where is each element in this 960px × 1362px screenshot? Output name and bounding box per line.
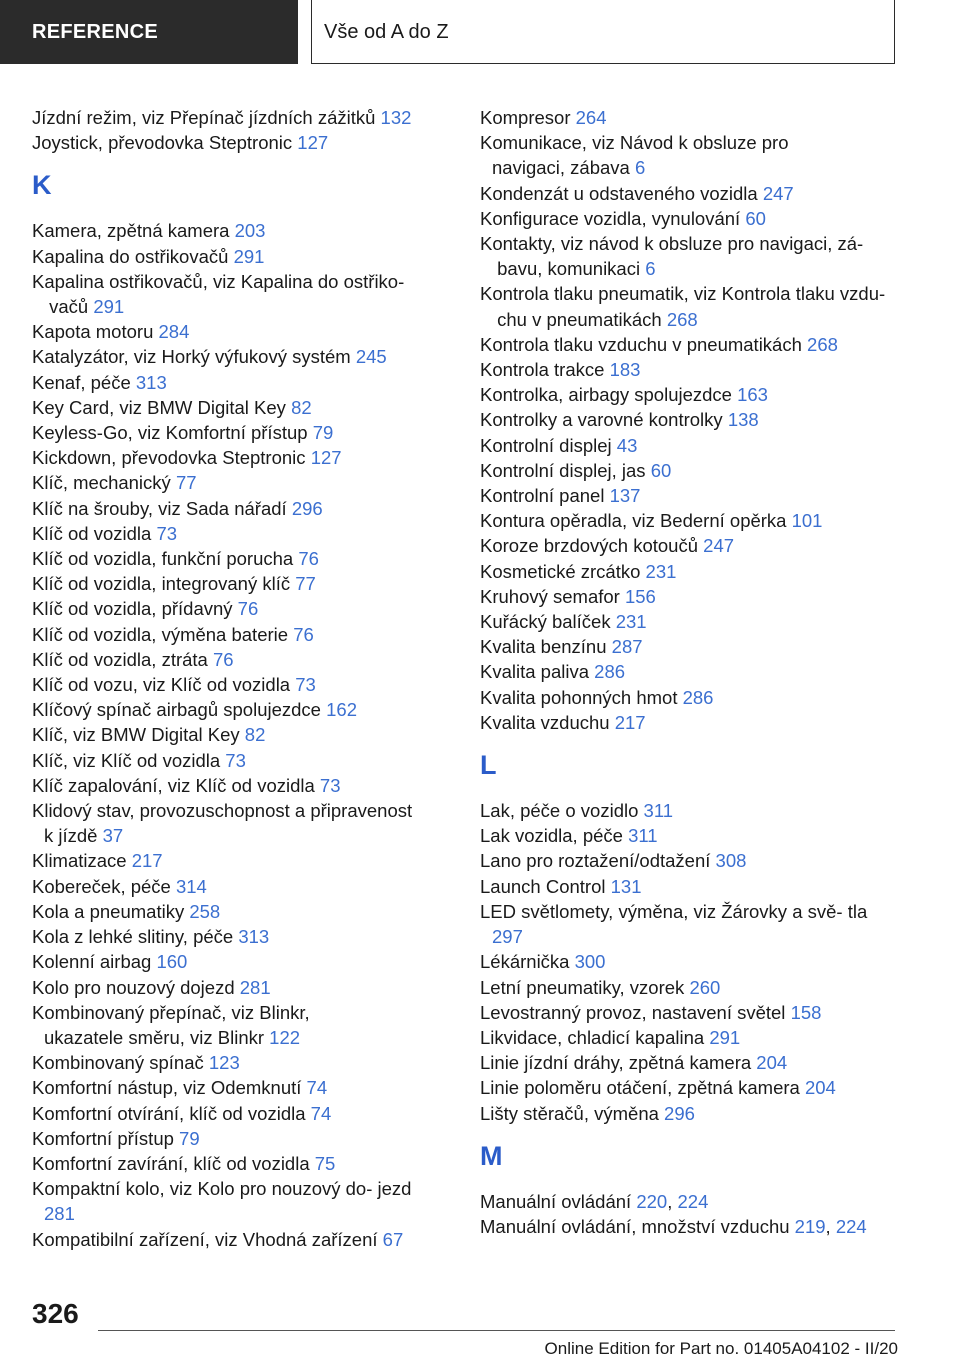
index-entry-term: Klíč, viz Klíč od vozidla	[32, 749, 226, 771]
index-entry-term: Manuální ovládání	[480, 1190, 637, 1212]
index-entry	[32, 521, 444, 546]
page-reference-link[interactable]: 67	[382, 1228, 404, 1250]
index-entry-term: Kontrolky a varovné kontrolky	[480, 409, 728, 431]
index-entry-term: Klíč, mechanický	[32, 472, 176, 494]
page-reference-link[interactable]: 73	[295, 674, 316, 696]
page-reference-link[interactable]: 122	[269, 1026, 301, 1048]
page-reference-link[interactable]: 158	[790, 1001, 822, 1023]
page-reference-link[interactable]: 43	[616, 434, 638, 456]
page-reference-link[interactable]: 162	[326, 699, 357, 721]
page-reference-link[interactable]: 204	[756, 1052, 788, 1074]
page-reference-link[interactable]: 296	[291, 497, 323, 519]
index-entry-term: Kvalita paliva	[480, 661, 595, 683]
page-reference-link[interactable]: 76	[293, 623, 314, 645]
page-reference-link[interactable]: 260	[689, 976, 721, 998]
page-number: 326	[32, 1298, 79, 1329]
index-entry-term: Klíč od vozu, viz Klíč od vozidla	[32, 674, 296, 696]
index-entry-term: Kolo pro nouzový dojezd	[32, 976, 240, 998]
index-entry-term: Kombinovaný přepínač, viz Blinkr, ukazatele směru, viz Blinkr	[32, 1001, 310, 1048]
index-entry	[480, 823, 900, 848]
page-reference-link[interactable]: 74	[306, 1077, 328, 1099]
index-entry-term: Kombinovaný spínač	[32, 1052, 209, 1074]
index-entry	[480, 458, 900, 483]
page-reference-link[interactable]: 284	[158, 321, 190, 343]
page-reference-link[interactable]: 219	[794, 1215, 826, 1237]
index-entry	[32, 395, 444, 420]
index-entry-term: Kickdown, převodovka Steptronic	[32, 447, 311, 469]
index-entry-term: Kontura opěradla, viz Bederní opěrka	[480, 510, 792, 532]
page-reference-link[interactable]: 300	[574, 951, 606, 973]
index-entry	[32, 1227, 444, 1252]
index-entry-term: Klíč od vozidla, funkční porucha	[32, 548, 299, 570]
page-reference-link[interactable]: 163	[737, 384, 768, 406]
index-entry	[32, 924, 444, 949]
index-entry-term: Kontrolka, airbagy spolujezdce	[480, 384, 738, 406]
index-entry-term: Likvidace, chladicí kapalina	[480, 1026, 710, 1048]
index-letter-heading: K	[32, 170, 52, 201]
index-entry	[480, 281, 900, 331]
index-entry-term: Klíč zapalování, viz Klíč od vozidla	[32, 774, 320, 796]
page-reference-link[interactable]: 127	[310, 447, 342, 469]
page-reference-link[interactable]: 231	[645, 560, 677, 582]
index-entry	[480, 848, 900, 873]
page-reference-link[interactable]: 313	[238, 926, 270, 948]
index-entry	[32, 899, 444, 924]
index-entry	[32, 748, 444, 773]
page-reference-link[interactable]: 82	[244, 724, 266, 746]
page-reference-link[interactable]: 76	[298, 548, 319, 570]
index-entry	[32, 622, 444, 647]
index-entry	[480, 975, 900, 1000]
page-reference-link[interactable]: 291	[233, 245, 265, 267]
page-reference-link[interactable]: 287	[611, 636, 643, 658]
page-reference-link[interactable]: 268	[807, 333, 838, 355]
footer-divider	[98, 1330, 895, 1331]
index-column-left	[32, 105, 444, 1252]
page-reference-link[interactable]: 204	[804, 1077, 836, 1099]
index-entry-term: Kapalina do ostřikovačů	[32, 245, 234, 267]
index-entry	[32, 647, 444, 672]
index-entry-term: Kola a pneumatiky	[32, 900, 190, 922]
index-entry	[32, 105, 444, 130]
index-entry-term: Jízdní režim, viz Přepínač jízdních zážitků	[32, 107, 381, 128]
index-entry	[32, 596, 444, 621]
index-entry	[32, 1075, 444, 1100]
page-reference-link[interactable]: 268	[666, 308, 698, 330]
index-entry	[32, 344, 444, 369]
index-entry-term: LED světlomety, výměna, viz Žárovky a svě- tla	[480, 900, 868, 922]
page-reference-link[interactable]: 203	[234, 220, 266, 242]
index-entry	[480, 609, 900, 634]
index-entry-term: Levostranný provoz, nastavení světel	[480, 1001, 791, 1023]
index-entry-term: Klíč od vozidla, ztráta	[32, 648, 213, 670]
page-reference-link[interactable]: 313	[135, 371, 167, 393]
index-entry	[32, 722, 444, 747]
index-entry	[32, 874, 444, 899]
page-reference-link[interactable]: 258	[189, 900, 221, 922]
index-entry	[480, 105, 900, 130]
index-entry-term: Kontrolní displej, jas	[480, 459, 651, 481]
index-entry	[32, 1101, 444, 1126]
index-entry-term: Klíč, viz BMW Digital Key	[32, 724, 245, 746]
page-reference-link[interactable]: 224	[835, 1215, 867, 1237]
index-entry: Manuální ovládání 220, 224	[480, 1190, 709, 1212]
page-reference-link[interactable]: 123	[208, 1052, 240, 1074]
index-entry-term: Komunikace, viz Návod k obsluze pro navigaci, zábava	[480, 132, 789, 179]
page-reference-link[interactable]: 156	[624, 585, 656, 607]
index-entry-term: Letní pneumatiky, vzorek	[480, 976, 690, 998]
index-entry	[32, 798, 444, 848]
index-entry	[480, 798, 900, 823]
page-reference-link[interactable]: 60	[745, 207, 766, 229]
index-entry-term: Lékárnička	[480, 951, 575, 973]
index-entry	[32, 496, 444, 521]
index-entry-term: Konfigurace vozidla, vynulování	[480, 207, 746, 229]
page-header	[0, 0, 960, 66]
page-reference-link[interactable]: 74	[310, 1102, 332, 1124]
index-entry-term: Kontrolní panel	[480, 485, 610, 507]
page-reference-link[interactable]: 231	[615, 611, 647, 633]
index-entry	[32, 697, 444, 722]
page-reference-link[interactable]: 291	[93, 296, 125, 318]
index-entry-term: Klíč od vozidla	[32, 522, 157, 544]
index-entry	[32, 244, 444, 269]
index-entry-term: Komfortní zavírání, klíč od vozidla	[32, 1152, 315, 1174]
index-entry	[32, 218, 444, 243]
index-entry	[32, 1050, 444, 1075]
index-entry	[32, 1000, 444, 1050]
index-entry-term: Joystick, převodovka Steptronic	[32, 132, 298, 154]
index-column-right	[480, 105, 900, 1239]
index-entry-term: Klimatizace	[32, 850, 132, 872]
index-entry-term: Klidový stav, provozuschopnost a připravenost k jízdě	[32, 800, 413, 847]
index-entry	[480, 231, 900, 281]
index-entry-term: Kontrola tlaku pneumatik, viz Kontrola tlaku vzdu- chu v pneumatikách	[480, 283, 886, 330]
page-reference-link[interactable]: 183	[609, 359, 641, 381]
page-reference-link[interactable]: 297	[492, 926, 523, 948]
index-entry	[480, 357, 900, 382]
index-entry	[480, 1025, 900, 1050]
index-entry-term: Kompaktní kolo, viz Kolo pro nouzový do- jezd	[32, 1178, 412, 1200]
index-letter-heading: M	[480, 1140, 503, 1171]
index-entry-term: Klíč od vozidla, přídavný	[32, 598, 238, 620]
page-reference-link[interactable]: 314	[175, 875, 207, 897]
page-reference-link[interactable]: 101	[791, 510, 823, 532]
edition-note: Online Edition for Part no. 01405A04102 - II/20	[544, 1339, 898, 1358]
index-entry-term: Kvalita vzduchu	[480, 711, 615, 733]
index-entry	[480, 533, 900, 558]
index-entry	[480, 1050, 900, 1075]
page-reference-link[interactable]: 79	[312, 422, 334, 444]
index-entry	[480, 206, 900, 231]
index-entry	[32, 571, 444, 596]
index-entry-term: Kontrolní displej	[480, 434, 617, 456]
index-entry-term: Kuřácký balíček	[480, 611, 616, 633]
index-entry-term: Kamera, zpětná kamera	[32, 220, 235, 242]
page-reference-link[interactable]: 137	[609, 485, 641, 507]
index-entry-term: Kosmetické zrcátko	[480, 560, 646, 582]
index-entry	[32, 1151, 444, 1176]
page-reference-link[interactable]: 79	[179, 1127, 200, 1149]
page-reference-link[interactable]: 73	[156, 522, 178, 544]
index-entry	[480, 659, 900, 684]
index-entry	[32, 130, 444, 155]
index-entry	[32, 773, 444, 798]
page-reference-link[interactable]: 217	[131, 850, 163, 872]
index-entry-term: Lano pro roztažení/odtažení	[480, 850, 716, 872]
index-entry	[32, 949, 444, 974]
page-reference-link[interactable]: 281	[44, 1203, 75, 1225]
index-entry	[32, 1126, 444, 1151]
page-reference-link[interactable]: 6	[634, 157, 646, 179]
index-entry	[32, 546, 444, 571]
index-entry-term: Manuální ovládání, množství vzduchu	[480, 1215, 795, 1237]
page-reference-link[interactable]: 286	[594, 661, 626, 683]
section-label: REFERENCE	[0, 0, 298, 64]
index-entry	[480, 949, 900, 974]
index-entry-term: Kobereček, péče	[32, 875, 176, 897]
index-entry-term: Kvalita pohonných hmot	[480, 686, 683, 708]
index-entry-term: Launch Control	[480, 875, 611, 897]
index-entry-term: Lišty stěračů, výměna	[480, 1102, 665, 1124]
index-entry: Manuální ovládání, množství vzduchu 219, 224	[480, 1215, 867, 1237]
page-reference-link[interactable]: 281	[239, 976, 271, 998]
page-reference-link[interactable]: 311	[628, 825, 658, 847]
index-entry-term: Key Card, viz BMW Digital Key	[32, 396, 292, 418]
index-entry-term: Komfortní nástup, viz Odemknutí	[32, 1077, 307, 1099]
index-entry	[32, 445, 444, 470]
index-entry	[480, 899, 900, 949]
index-entry-term: Kompatibilní zařízení, viz Vhodná zařízení	[32, 1228, 383, 1250]
index-entry-term: Kolenní airbag	[32, 951, 157, 973]
page-reference-link[interactable]: 75	[314, 1152, 336, 1174]
page-reference-link[interactable]: 82	[291, 396, 312, 418]
page-reference-link[interactable]: 73	[225, 749, 246, 771]
index-entry	[480, 407, 900, 432]
page-reference-link[interactable]: 77	[295, 573, 316, 595]
index-entry-term: Kontrola trakce	[480, 359, 610, 381]
index-entry	[480, 584, 900, 609]
page-reference-link[interactable]: 77	[175, 472, 197, 494]
index-entry-term: Katalyzátor, viz Horký výfukový systém	[32, 346, 356, 368]
page-reference-link[interactable]: 76	[237, 598, 259, 620]
index-entry-term: Lak vozidla, péče	[480, 825, 629, 847]
index-entry-term: Kapota motoru	[32, 321, 159, 343]
page-reference-link[interactable]: 245	[355, 346, 387, 368]
index-entry-term: Klíč na šrouby, viz Sada nářadí	[32, 497, 292, 519]
index-entry-term: Kontakty, viz návod k obsluze pro navigaci, zá- bavu, komunikaci	[480, 233, 864, 280]
index-letter-heading: L	[480, 750, 497, 781]
index-entry	[480, 1000, 900, 1025]
index-entry	[480, 1075, 900, 1100]
index-entry	[32, 319, 444, 344]
index-entry	[32, 470, 444, 495]
page-reference-link[interactable]: 6	[645, 258, 656, 280]
index-entry-term: Linie jízdní dráhy, zpětná kamera	[480, 1052, 757, 1074]
index-entry-term: Komfortní přístup	[32, 1127, 180, 1149]
index-entry	[480, 181, 900, 206]
index-entry	[480, 559, 900, 584]
page-reference-link[interactable]: 127	[297, 132, 329, 154]
index-entry-term: Kapalina ostřikovačů, viz Kapalina do ostřiko- vačů	[32, 270, 405, 318]
index-entry	[32, 975, 444, 1000]
index-entry	[32, 269, 444, 319]
index-entry-term: Klíč od vozidla, integrovaný klíč	[32, 573, 296, 595]
index-entry-term: Kvalita benzínu	[480, 636, 612, 658]
page-reference-link[interactable]: 308	[715, 850, 747, 872]
page-reference-link[interactable]: 311	[643, 800, 674, 822]
page-reference-link[interactable]: 37	[102, 825, 124, 847]
page-reference-link[interactable]: 296	[664, 1102, 695, 1124]
index-entry	[480, 874, 900, 899]
index-entry-term: Klíčový spínač airbagů spolujezdce	[32, 699, 327, 721]
index-entry	[480, 710, 900, 735]
index-entry	[480, 433, 900, 458]
index-entry	[480, 382, 900, 407]
page-reference-link[interactable]: 220	[636, 1190, 668, 1212]
index-entry-term: Kola z lehké slitiny, péče	[32, 926, 239, 948]
page-title: Vše od A do Z	[311, 0, 895, 64]
page-reference-link[interactable]: 247	[762, 182, 794, 204]
index-entry	[480, 1101, 900, 1126]
index-entry-term: Kruhový semafor	[480, 585, 625, 607]
index-entry-term: Linie poloměru otáčení, zpětná kamera	[480, 1077, 805, 1099]
index-entry-term: Klíč od vozidla, výměna baterie	[32, 623, 294, 645]
page-reference-link[interactable]: 131	[610, 875, 642, 897]
index-entry	[480, 685, 900, 710]
index-entry-term: Kompresor	[480, 107, 576, 128]
index-entry	[480, 130, 900, 180]
page-reference-link[interactable]: 247	[703, 535, 735, 557]
index-entry-term: Kenaf, péče	[32, 371, 136, 393]
index-entry	[32, 672, 444, 697]
page-reference-link[interactable]: 291	[709, 1026, 741, 1048]
page-reference-link[interactable]: 160	[156, 951, 188, 973]
index-entry	[32, 848, 444, 873]
index-entry	[480, 634, 900, 659]
page-reference-link[interactable]: 73	[319, 774, 341, 796]
page-reference-link[interactable]: 224	[677, 1190, 709, 1212]
page-reference-link[interactable]: 138	[727, 409, 759, 431]
page-reference-link[interactable]: 264	[575, 107, 607, 128]
index-entry-term: Koroze brzdových kotoučů	[480, 535, 704, 557]
page-reference-link[interactable]: 286	[682, 686, 714, 708]
page-reference-link[interactable]: 217	[614, 711, 646, 733]
page-reference-link[interactable]: 76	[212, 648, 234, 670]
index-entry-term: Kontrola tlaku vzduchu v pneumatikách	[480, 333, 808, 355]
index-entry-term: Keyless-Go, viz Komfortní přístup	[32, 422, 313, 444]
index-entry-term: Komfortní otvírání, klíč od vozidla	[32, 1102, 311, 1124]
page-reference-link[interactable]: 60	[650, 459, 672, 481]
index-entry-term: Kondenzát u odstaveného vozidla	[480, 182, 763, 204]
index-entry	[480, 332, 900, 357]
index-entry	[480, 483, 900, 508]
page-reference-link[interactable]: 132	[380, 107, 412, 128]
index-entry	[32, 420, 444, 445]
index-entry	[32, 1176, 444, 1226]
index-entry	[32, 370, 444, 395]
index-entry-term: Lak, péče o vozidlo	[480, 800, 644, 822]
index-entry	[480, 508, 900, 533]
